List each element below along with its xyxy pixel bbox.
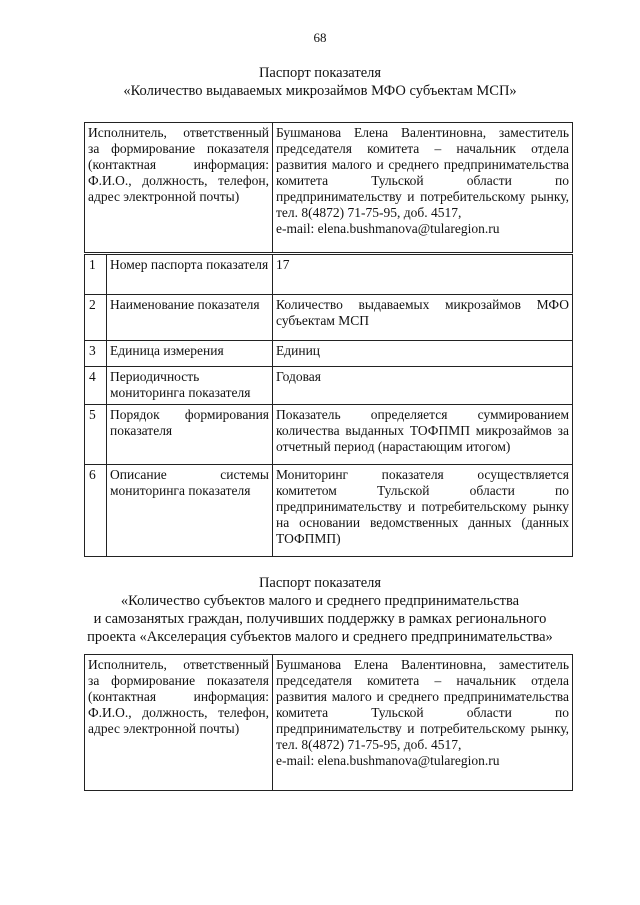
executor-email: e-mail: elena.bushmanova@tularegion.ru bbox=[276, 753, 500, 768]
row-number: 5 bbox=[85, 405, 107, 465]
passport2-title-line3: и самозанятых граждан, получивших поддержку в рамках регионального bbox=[93, 611, 547, 627]
executor-value bbox=[273, 655, 573, 791]
table-row bbox=[85, 295, 573, 341]
passport1-title-line1: Паспорт показателя bbox=[258, 65, 382, 81]
executor-label: Исполнитель, ответственный за формирование показателя (контактная информация: Ф.И.О., должность, телефон, адрес электронной почты) bbox=[85, 123, 273, 253]
row-label: Периодичность мониторинга показателя bbox=[107, 367, 273, 405]
row-number: 3 bbox=[85, 341, 107, 367]
executor-details: Бушманова Елена Валентиновна, заместитель председателя комитета – начальник отдела развития малого и среднего предпринимательства комитета Тульской области по предпринимательству и потребительскому рынку, тел. 8(4872) 71-75-95, доб. 4517, bbox=[276, 657, 569, 752]
row-label: Единица измерения bbox=[107, 341, 273, 367]
passport1-rows-table bbox=[84, 254, 573, 557]
row-number: 6 bbox=[85, 465, 107, 557]
row-value: 17 bbox=[273, 255, 573, 295]
passport2-title bbox=[0, 574, 640, 646]
executor-email: e-mail: elena.bushmanova@tularegion.ru bbox=[276, 221, 500, 236]
row-number: 1 bbox=[85, 255, 107, 295]
table-row bbox=[85, 405, 573, 465]
row-label: Описание системы мониторинга показателя bbox=[107, 465, 273, 557]
passport2-title-line1: Паспорт показателя bbox=[258, 575, 382, 591]
passport1-title bbox=[0, 64, 640, 100]
passport2-title-line2: «Количество субъектов малого и среднего предпринимательства bbox=[120, 593, 520, 609]
passport2-title-line4: проекта «Акселерация субъектов малого и среднего предпринимательства» bbox=[87, 629, 553, 645]
table-row bbox=[85, 367, 573, 405]
row-value: Количество выдаваемых микрозаймов МФО субъектам МСП bbox=[273, 295, 573, 341]
row-value: Показатель определяется суммированием количества выданных ТОФПМП микрозаймов за отчетный период (нарастающим итогом) bbox=[273, 405, 573, 465]
executor-row bbox=[85, 655, 573, 791]
passport2-executor-table bbox=[84, 654, 573, 791]
executor-label: Исполнитель, ответственный за формирование показателя (контактная информация: Ф.И.О., должность, телефон, адрес электронной почты) bbox=[85, 655, 273, 791]
row-value: Мониторинг показателя осуществляется комитетом Тульской области по предпринимательству и потребительскому рынку на основании ведомственных данных (данных ТОФПМП) bbox=[273, 465, 573, 557]
executor-row bbox=[85, 123, 573, 253]
row-value: Годовая bbox=[273, 367, 573, 405]
passport1-title-line2: «Количество выдаваемых микрозаймов МФО субъектам МСП» bbox=[123, 83, 517, 99]
table-row bbox=[85, 255, 573, 295]
row-label: Порядок формирования показателя bbox=[107, 405, 273, 465]
table-row bbox=[85, 341, 573, 367]
executor-details: Бушманова Елена Валентиновна, заместитель председателя комитета – начальник отдела развития малого и среднего предпринимательства комитета Тульской области по предпринимательству и потребительскому рынку, тел. 8(4872) 71-75-95, доб. 4517, bbox=[276, 125, 569, 220]
passport1-executor-table bbox=[84, 122, 573, 253]
row-number: 2 bbox=[85, 295, 107, 341]
row-label: Номер паспорта показателя bbox=[107, 255, 273, 295]
page-number: 68 bbox=[313, 30, 327, 45]
row-number: 4 bbox=[85, 367, 107, 405]
row-value: Единиц bbox=[273, 341, 573, 367]
executor-value bbox=[273, 123, 573, 253]
table-row bbox=[85, 465, 573, 557]
row-label: Наименование показателя bbox=[107, 295, 273, 341]
